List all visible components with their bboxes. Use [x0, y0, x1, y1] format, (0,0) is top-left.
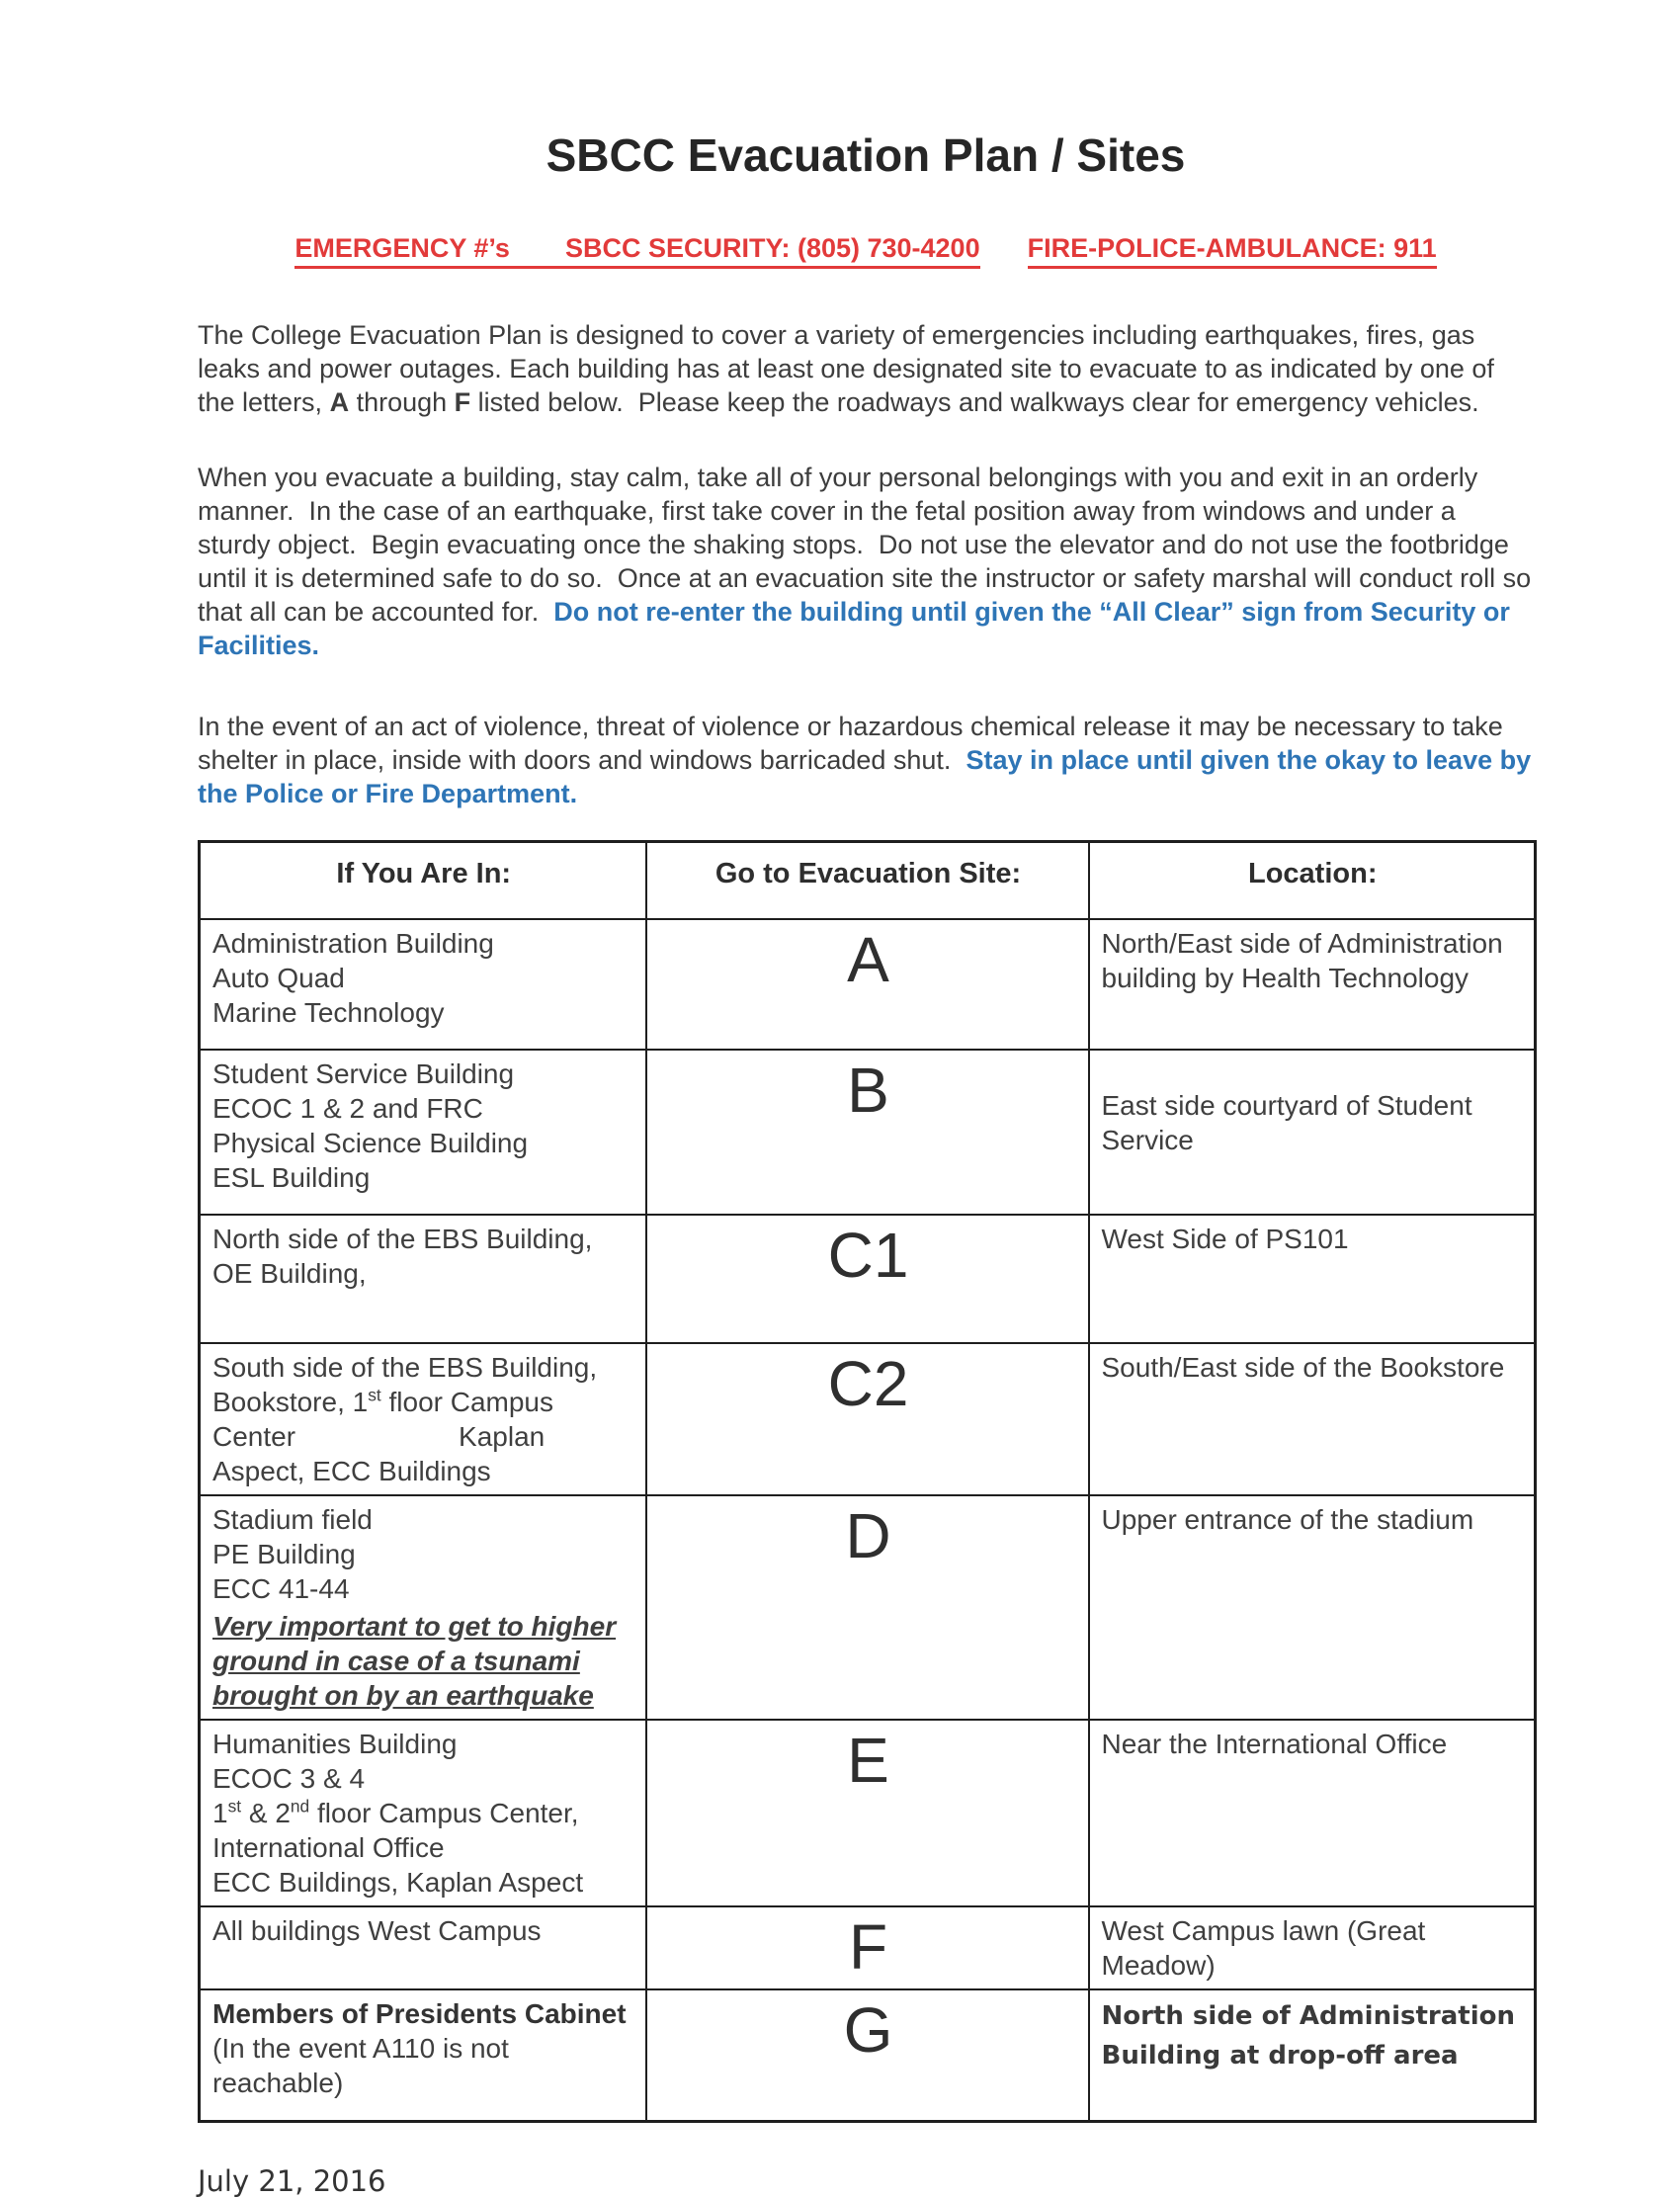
- building-line: ECOC 1 & 2 and FRC: [212, 1092, 483, 1124]
- tsunami-warning-line: ground in case of a tsunami: [212, 1645, 580, 1676]
- table-row-site-d: [200, 1495, 1536, 1720]
- table-row-site-e: [200, 1720, 1536, 1906]
- intro-paragraph-3: [198, 710, 1539, 810]
- building-line: Auto Quad: [212, 962, 345, 993]
- building-line: ECC 41-44: [212, 1572, 350, 1604]
- location-cell-e: [1089, 1720, 1536, 1906]
- building-line: Stadium field: [212, 1503, 373, 1535]
- building-line: [212, 1385, 635, 1419]
- building-line-text: Kaplan: [459, 1420, 546, 1452]
- tsunami-warning-line: Very important to get to higher: [212, 1610, 617, 1642]
- building-line-text: floor Campus Center,: [309, 1797, 579, 1828]
- site-cell-c2: [646, 1343, 1089, 1495]
- location-text: South/East side of the Bookstore: [1101, 1351, 1505, 1383]
- building-line: PE Building: [212, 1538, 356, 1569]
- building-line: (In the event A110 is not: [212, 2032, 509, 2064]
- intro-paragraph-2: [198, 461, 1539, 662]
- table-row-site-c2: [200, 1343, 1536, 1495]
- site-letter-c2: C2: [827, 1347, 909, 1419]
- building-line-text: & 2: [241, 1797, 291, 1828]
- location-text: Upper entrance of the stadium: [1101, 1503, 1474, 1535]
- building-line: International Office: [212, 1831, 445, 1863]
- location-cell-a: [1089, 919, 1536, 1050]
- building-line: Physical Science Building: [212, 1127, 529, 1158]
- letter-f-emphasis: F: [454, 387, 471, 417]
- site-letter-d: D: [845, 1499, 891, 1571]
- shelter-in-place-warning-text: Stay in place until given the okay to leave by the Police or Fire Department.: [198, 745, 1539, 808]
- footer-date: July 21, 2016: [198, 2164, 386, 2198]
- intro-paragraph-1: [198, 318, 1534, 419]
- paragraph-text: The College Evacuation Plan is designed to cover a variety of emergencies including earthquakes, fires, gas leaks and power outages. Each building has at least one designated site to evacuate to as indicated by one of the letters,: [198, 320, 1502, 417]
- table-row-site-g: [200, 1989, 1536, 2122]
- paragraph-text: through: [349, 387, 455, 417]
- location-cell-d: [1089, 1495, 1536, 1720]
- fire-police-segment: [1028, 233, 1437, 269]
- if-you-are-in-cell-f: [200, 1906, 646, 1989]
- table-row-site-f: [200, 1906, 1536, 1989]
- location-cell-g: [1089, 1989, 1536, 2122]
- location-text: North/East side of Administration building by Health Technology: [1101, 927, 1503, 993]
- site-cell-e: [646, 1720, 1089, 1906]
- site-cell-a: [646, 919, 1089, 1050]
- table-header-row: [200, 842, 1536, 919]
- header-location: Location:: [1089, 842, 1536, 919]
- location-cell-f: [1089, 1906, 1536, 1989]
- site-cell-f: [646, 1906, 1089, 1989]
- building-line-text: Bookstore, 1: [212, 1386, 369, 1417]
- letter-a-emphasis: A: [329, 387, 350, 417]
- building-line: Student Service Building: [212, 1057, 515, 1089]
- table-row-site-c1: [200, 1215, 1536, 1343]
- site-cell-d: [646, 1495, 1089, 1720]
- all-clear-warning-text: Do not re-enter the building until given the “All Clear” sign from Security or Facilities.: [198, 597, 1518, 660]
- superscript: nd: [290, 1796, 310, 1817]
- if-you-are-in-cell-b: [200, 1050, 646, 1215]
- building-line: ESL Building: [212, 1161, 371, 1193]
- evacuation-sites-table: [198, 840, 1537, 2123]
- fire-police-phone-number: FIRE-POLICE-AMBULANCE: 911: [1027, 233, 1437, 263]
- building-line: reachable): [212, 2067, 344, 2098]
- table-row-site-b: [200, 1050, 1536, 1215]
- if-you-are-in-cell-e: [200, 1720, 646, 1906]
- if-you-are-in-cell-c2: [200, 1343, 646, 1495]
- table-row-site-a: [200, 919, 1536, 1050]
- location-text: East side courtyard of Student Service: [1101, 1090, 1472, 1155]
- building-line: Members of Presidents Cabinet: [212, 1997, 627, 2029]
- building-line: [212, 1796, 635, 1830]
- building-line: All buildings West Campus: [212, 1914, 542, 1946]
- location-cell-b: [1089, 1050, 1536, 1215]
- security-phone-number: SBCC SECURITY: (805) 730-4200: [564, 233, 980, 263]
- location-text: West Side of PS101: [1101, 1223, 1349, 1254]
- if-you-are-in-cell-a: [200, 919, 646, 1050]
- site-letter-a: A: [847, 923, 889, 995]
- building-line: [212, 1419, 635, 1454]
- site-letter-f: F: [848, 1910, 888, 1983]
- site-cell-b: [646, 1050, 1089, 1215]
- building-line: OE Building,: [212, 1257, 367, 1289]
- paragraph-text: listed below. Please keep the roadways and walkways clear for emergency vehicles.: [470, 387, 1479, 417]
- header-go-to-evacuation-site: Go to Evacuation Site:: [646, 842, 1089, 919]
- emergency-security-segment: [294, 233, 979, 269]
- location-text: Near the International Office: [1101, 1728, 1448, 1759]
- building-line: ECOC 3 & 4: [212, 1762, 366, 1794]
- building-line: North side of the EBS Building,: [212, 1223, 593, 1254]
- if-you-are-in-cell-d: [200, 1495, 646, 1720]
- building-line: Administration Building: [212, 927, 494, 959]
- building-line: Aspect, ECC Buildings: [212, 1455, 491, 1486]
- building-line-text: 1: [212, 1797, 228, 1828]
- site-letter-g: G: [843, 1993, 893, 2066]
- site-cell-g: [646, 1989, 1089, 2122]
- location-cell-c2: [1089, 1343, 1536, 1495]
- building-line: ECC Buildings, Kaplan Aspect: [212, 1866, 584, 1898]
- emergency-numbers-line: [198, 233, 1534, 269]
- if-you-are-in-cell-g: [200, 1989, 646, 2122]
- superscript: st: [227, 1796, 242, 1817]
- site-letter-e: E: [847, 1724, 889, 1796]
- paragraph-text: In the event of an act of violence, threat of violence or hazardous chemical release it may be necessary to take shelter in place, inside with doors and windows barricaded shut.: [198, 712, 1511, 775]
- paragraph-text: When you evacuate a building, stay calm, take all of your personal belongings with you and exit in an orderly manner. In the case of an earthquake, first take cover in the fetal position away from windows and under a sturdy object. Begin evacuating once the shaking stops. Do not use the elevator and do not use the footbridge until it is determined safe to do so. Once at an evacuation site the instructor or safety marshal will conduct roll so that all can be accounted for.: [198, 463, 1539, 627]
- tsunami-warning: [212, 1609, 635, 1713]
- emergency-label: EMERGENCY #’s: [294, 233, 510, 263]
- building-line-text: floor Campus: [380, 1386, 554, 1417]
- building-line: South side of the EBS Building,: [212, 1351, 598, 1383]
- site-letter-b: B: [847, 1054, 889, 1126]
- building-line: Marine Technology: [212, 996, 445, 1028]
- header-if-you-are-in: If You Are In:: [200, 842, 646, 919]
- page-title: SBCC Evacuation Plan / Sites: [546, 129, 1186, 181]
- location-cell-c1: [1089, 1215, 1536, 1343]
- building-line-text: Center: [212, 1420, 296, 1452]
- tsunami-warning-line: brought on by an earthquake: [212, 1679, 594, 1711]
- superscript: st: [368, 1385, 381, 1405]
- location-text: North side of Administration Building at drop-off area: [1101, 2000, 1515, 2071]
- if-you-are-in-cell-c1: [200, 1215, 646, 1343]
- site-cell-c1: [646, 1215, 1089, 1343]
- building-line: Humanities Building: [212, 1728, 458, 1759]
- site-letter-c1: C1: [827, 1219, 909, 1291]
- location-text: West Campus lawn (Great Meadow): [1101, 1914, 1426, 1981]
